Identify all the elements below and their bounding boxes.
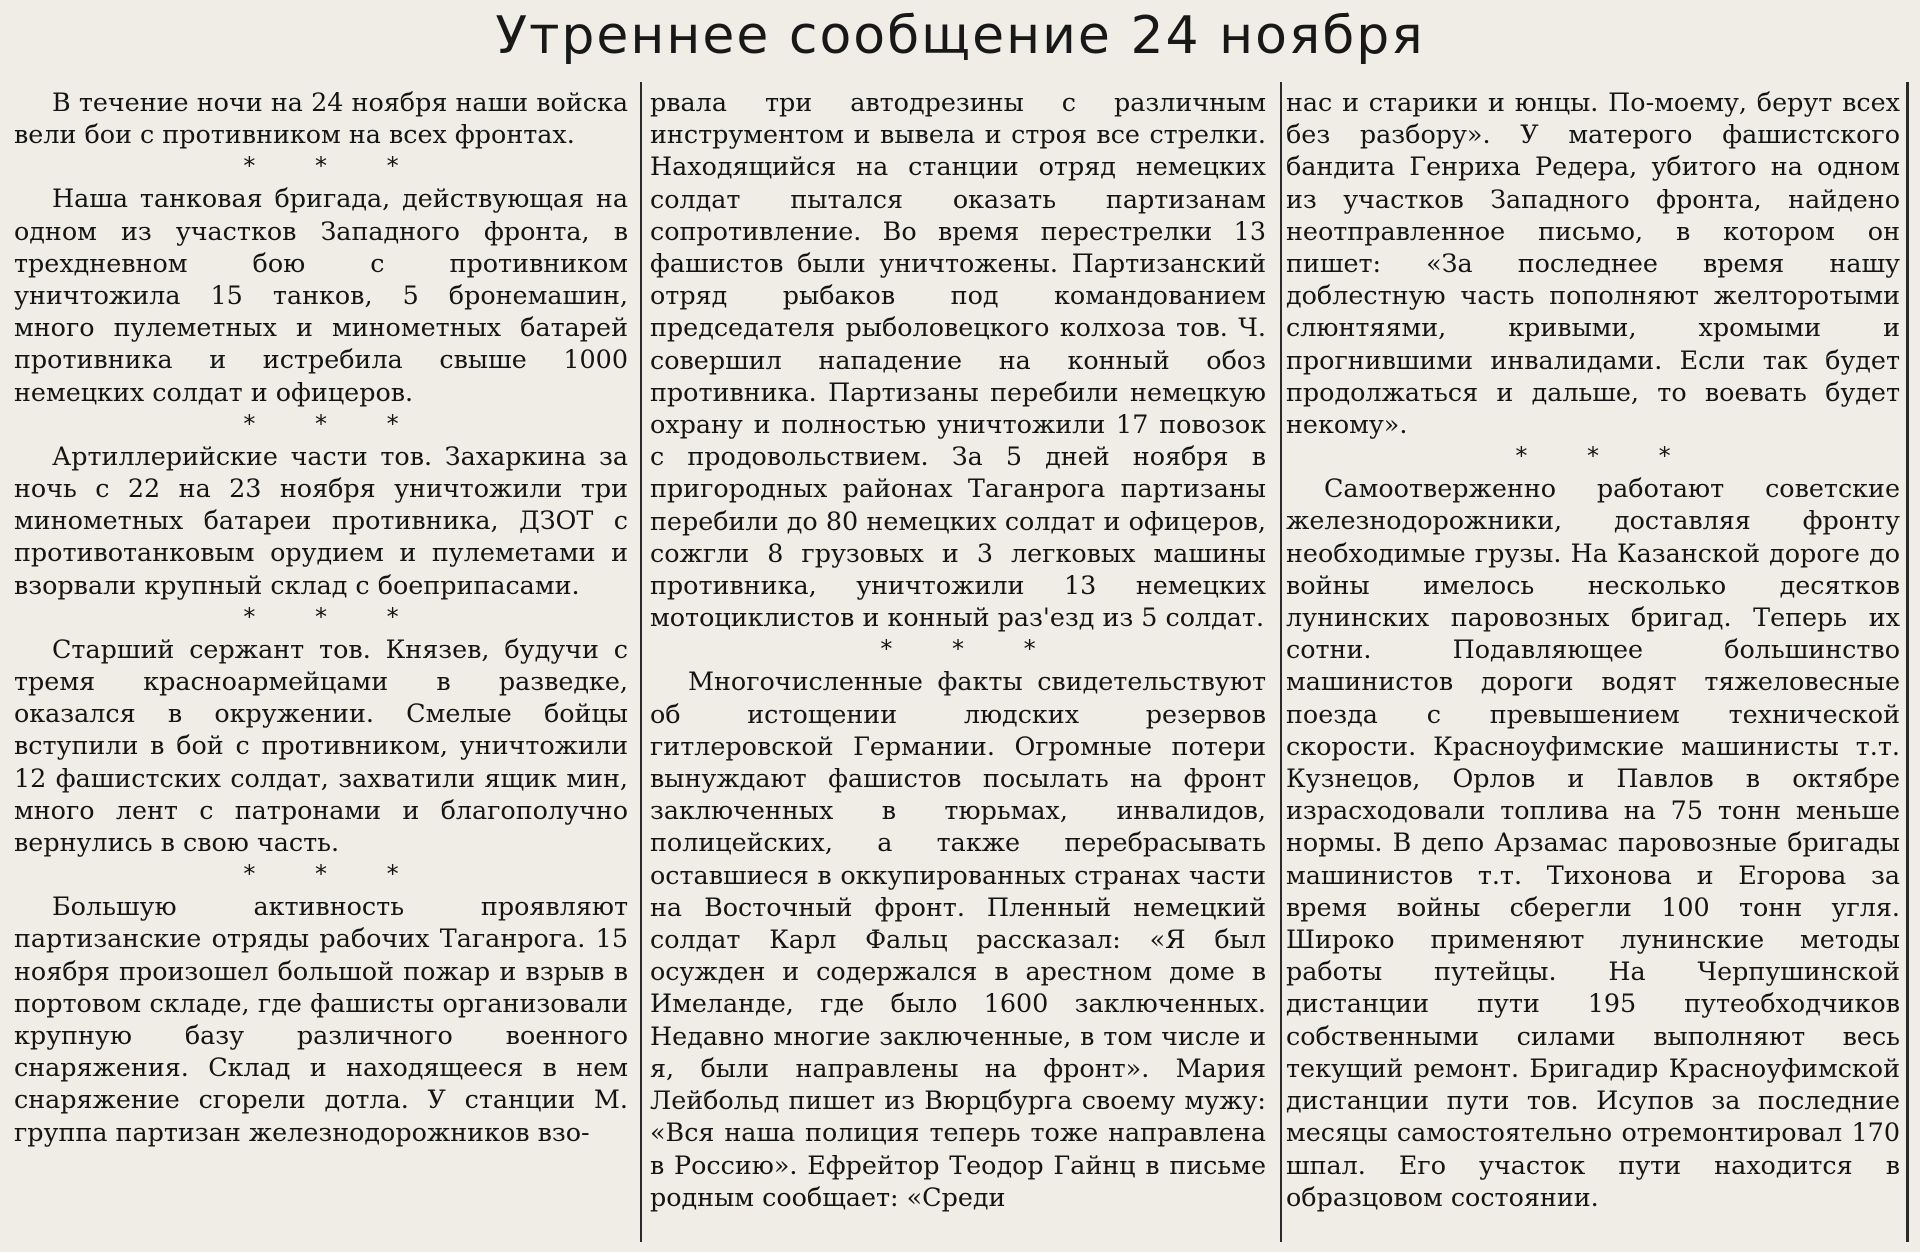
paragraph: В течение ночи на 24 ноября наши войска вели бои с противником на всех фронтах. <box>14 87 628 150</box>
column-rule <box>640 82 642 1242</box>
section-separator: * * * <box>243 409 425 438</box>
paragraph: Большую активность проявляют партизанские отряды рабочих Таганрога. 15 ноября произошел большой пожар и взрыв в портовом складе, где фашисты организовали крупную базу различного военного снаряжения. Склад и находящееся в нем снаряжение сгорели дотла. У станции М. группа партизан железнодорожников взо- <box>14 891 628 1147</box>
section-separator: * * * <box>243 860 425 889</box>
paragraph: Многочисленные факты свидетельствуют об истощении людских резервов гитлеровской Германии. Огромные потери вынуждают фашистов посылать на фронт заключенных в тюрьмах, инвалидов, полицейских, а также перебрасывать оставшиеся в оккупированных странах части на Восточный фронт. Пленный немецкий солдат Карл Фальц рассказал: «Я был осужден и содержался в арестном доме в Имеланде, где было 1600 заключенных. Недавно многие заключенные, в том числе и я, были направлены на фронт». Мария Лейбольд пишет из Вюрцбурга своему мужу: «Вся наша полиция теперь тоже направлена в Россию». Ефрейтор Теодор Гайнц в письме родным сообщает: «Среди <box>650 666 1266 1212</box>
paragraph: Самоотверженно работают советские железнодорожники, доставляя фронту необходимые грузы. На Казанской дороге до войны имелось несколько десятков лунинских паровозных бригад. Теперь их сотни. Подавляющее большинство машинистов дороги водят тяжеловесные поезда с превышением технической скорости. Красноуфимские машинисты т.т. Кузнецов, Орлов и Павлов в октябре израсходовали топлива на 75 тонн меньше нормы. В депо Арзамас паровозные бригады машинистов т.т. Тихонова и Егорова за время войны сберегли 100 тонн угля. Широко применяют лунинские методы работы путейцы. На Черпушинской дистанции пути 195 путеобходчиков собственными силами выполняют весь текущий ремонт. Бригадир Красноуфимской дистанции пути тов. Исупов за последние месяцы самостоятельно отремонтировал 170 шпал. Его участок пути находится в образцовом состоянии. <box>1286 473 1900 1212</box>
column-2 <box>650 86 1266 1213</box>
column-rule <box>1280 82 1282 1242</box>
section-separator: * * * <box>1515 442 1697 471</box>
section-separator: * * * <box>880 635 1062 664</box>
paragraph: Наша танковая бригада, действующая на одном из участков Западного фронта, в трехдневном бою с противником уничтожила 15 танков, 5 бронемашин, много пулеметных и минометных батарей противника и истребила свыше 1000 немецких солдат и офицеров. <box>14 183 628 407</box>
paragraph: нас и старики и юнцы. По-моему, берут всех без разбору». У матерого фашистского бандита Генриха Редера, убитого на одном из участков Западного фронта, найдено неотправленное письмо, в котором он пишет: «За последнее время нашу доблестную часть пополняют желторотыми слюнтяями, кривыми, хромыми и прогнившими инвалидами. Если так будет продолжаться и дальше, то воевать будет некому». <box>1286 87 1900 440</box>
section-separator: * * * <box>243 152 425 181</box>
section-separator: * * * <box>243 602 425 631</box>
column-3 <box>1286 86 1900 1213</box>
paragraph: Артиллерийские части тов. Захаркина за ночь с 22 на 23 ноября уничтожили три минометных батареи противника, ДЗОТ с противотанковым орудием и пулеметами и взорвали крупный склад с боеприпасами. <box>14 440 628 600</box>
column-1 <box>14 86 628 1148</box>
paragraph: Старший сержант тов. Князев, будучи с тремя красноармейцами в разведке, оказался в окружении. Смелые бойцы вступили в бой с противником, уничтожили 12 фашистских солдат, захватили ящик мин, много лент с патронами и благополучно вернулись в свою часть. <box>14 633 628 858</box>
paragraph: рвала три автодрезины с различным инструментом и вывела и строя все стрелки. Находящийся на станции отряд немецких солдат пытался оказать партизанам сопротивление. Во время перестрелки 13 фашистов были уничтожены. Партизанский отряд рыбаков под командованием председателя рыболовецкого колхоза тов. Ч. совершил нападение на конный обоз противника. Партизаны перебили немецкую охрану и полностью уничтожили 17 повозок с продовольствием. За 5 дней ноября в пригородных районах Таганрога партизаны перебили до 80 немецких солдат и офицеров, сожгли 8 грузовых и 3 легковых машины противника, уничтожили 13 немецких мотоциклистов и конный раз'езд из 5 солдат. <box>650 87 1266 633</box>
page-edge-rule <box>1906 82 1909 1242</box>
headline: Утреннее сообщение 24 ноября <box>495 6 1425 66</box>
